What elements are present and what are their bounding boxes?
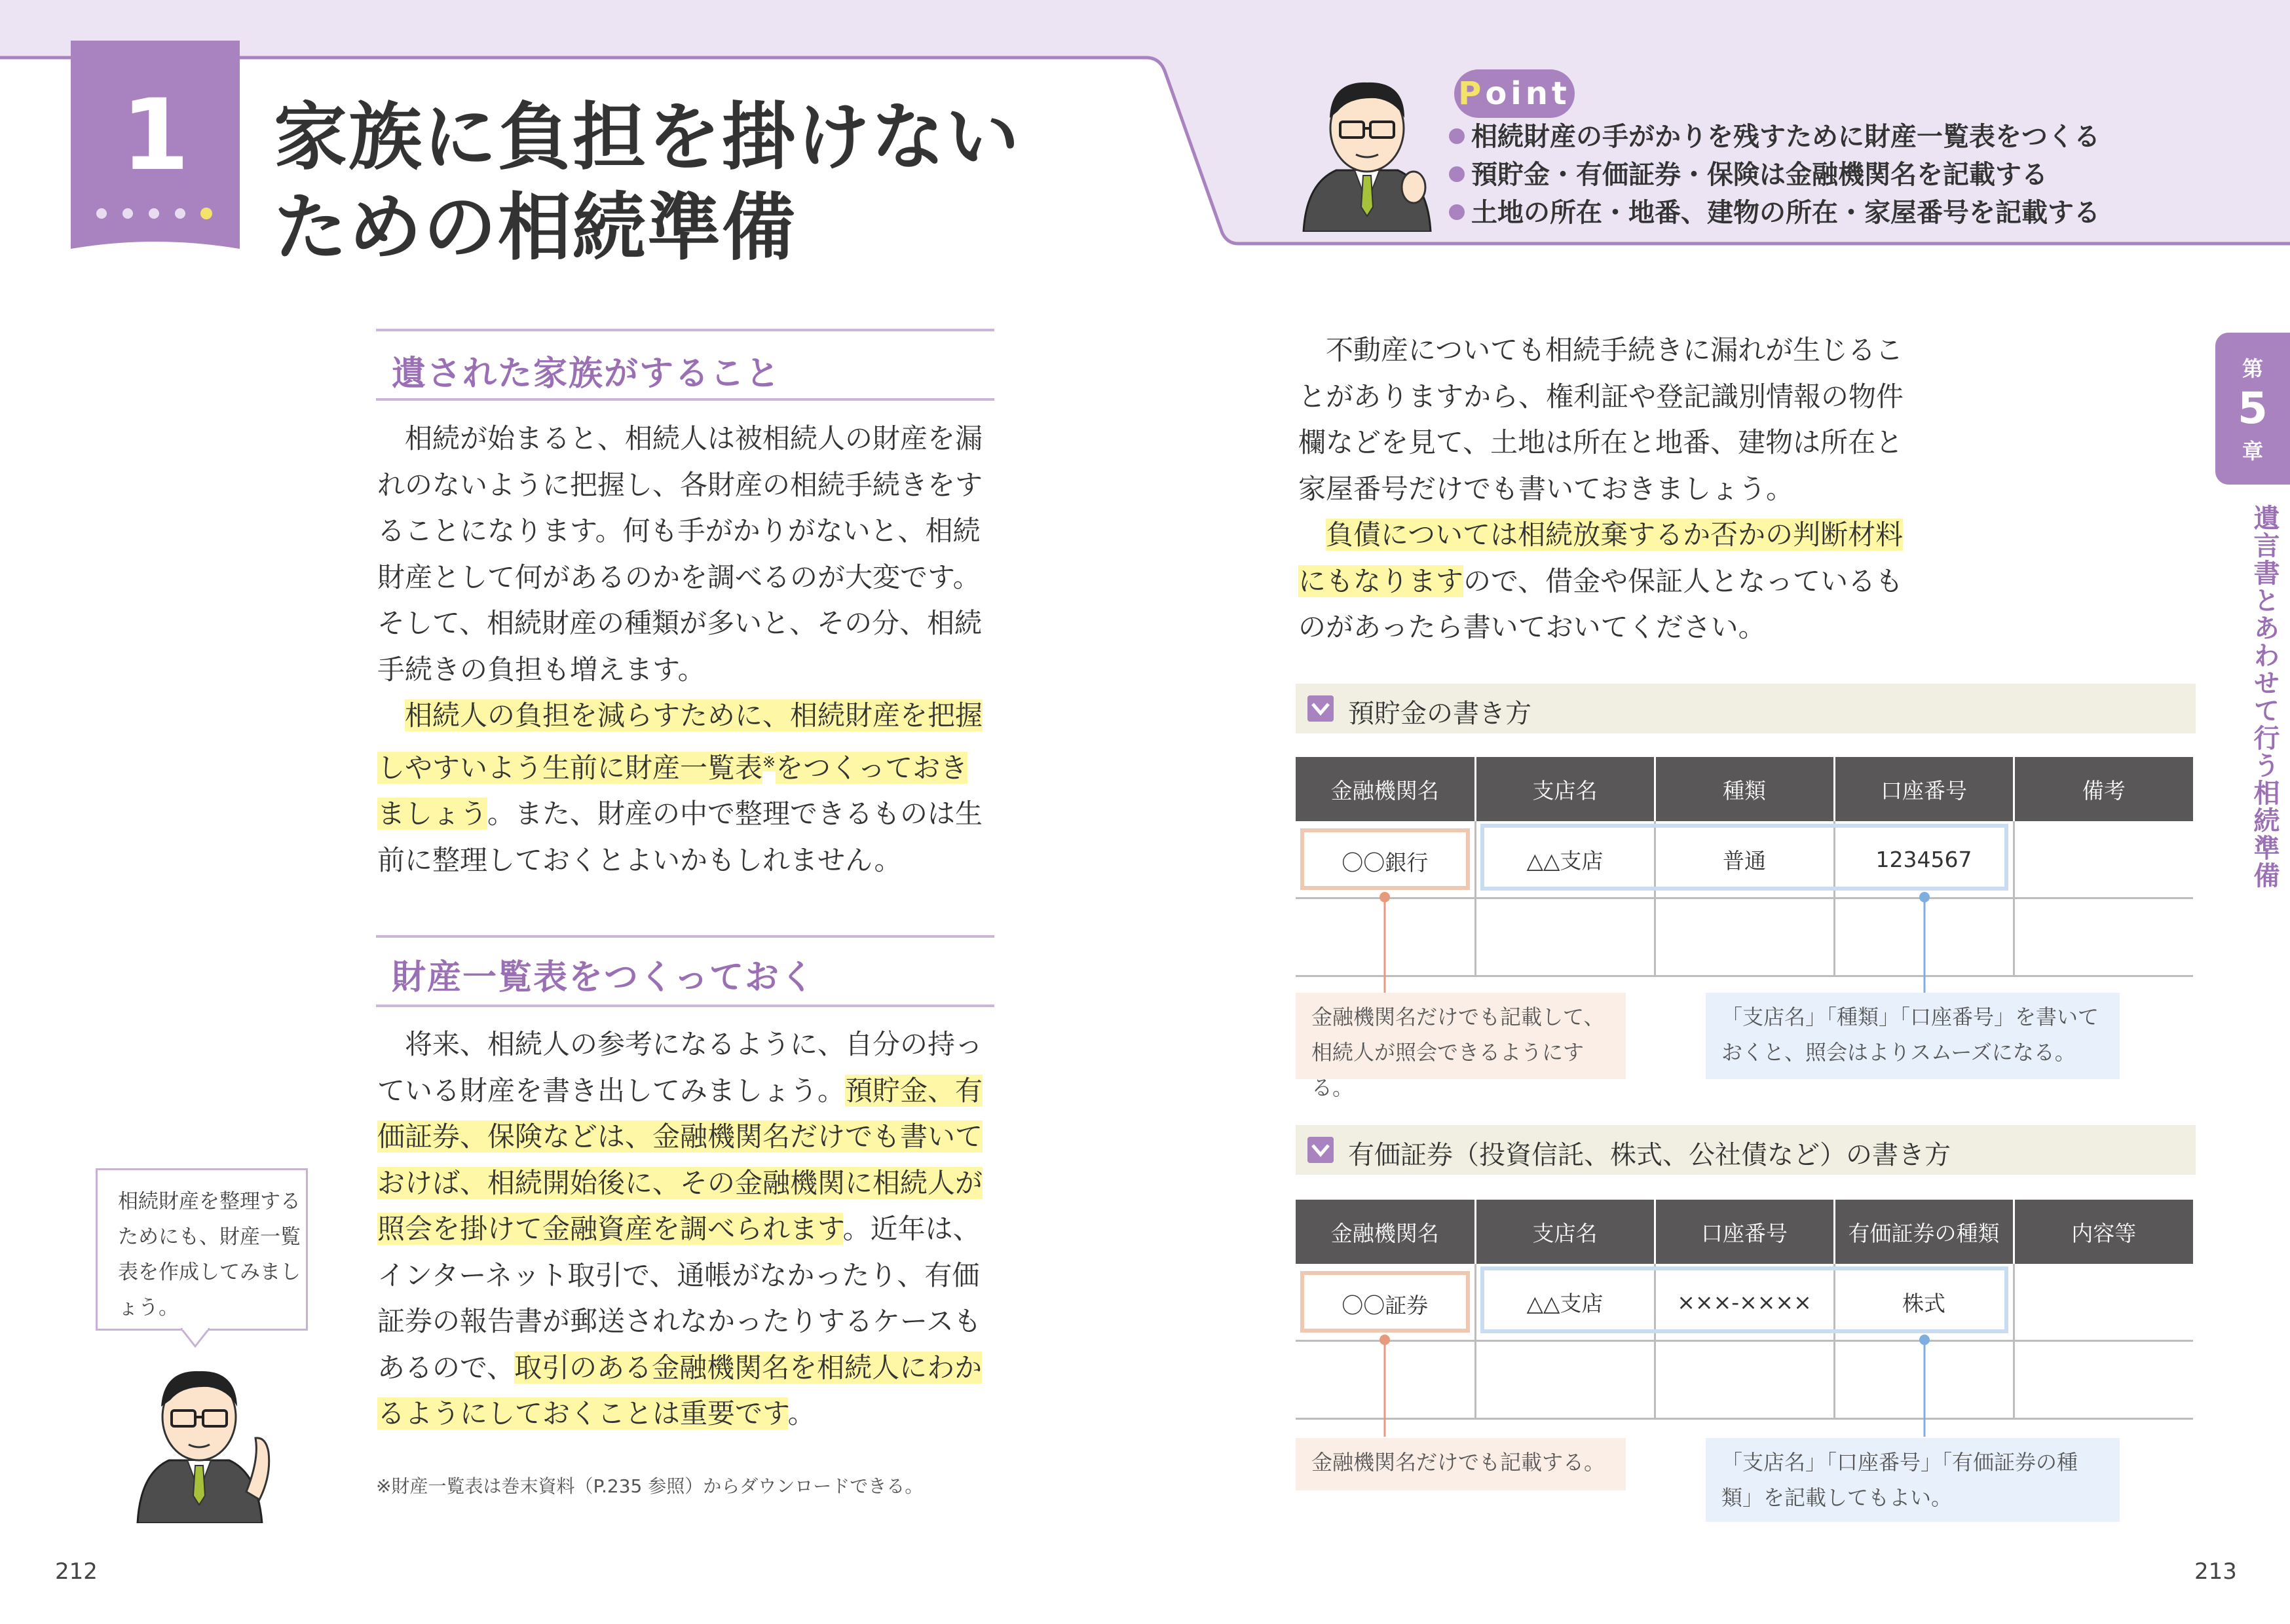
- column-header: 金融機関名: [1296, 1200, 1475, 1264]
- speech-bubble-text: 相続財産を整理するためにも、財産一覧表を作成してみましょう。: [118, 1190, 301, 1320]
- paragraph-text: 将来、相続人の参考になるように、自分の持っている財産を書き出してみましょう。: [377, 1028, 983, 1107]
- chapter-label-bottom: 章: [2242, 439, 2263, 464]
- column-header: 支店名: [1475, 757, 1655, 821]
- table-cell: 株式: [1834, 1264, 2014, 1341]
- column-header: 有価証券の種類: [1834, 1200, 2014, 1264]
- note-callout: 金融機関名だけでも記載して、相続人が照会できるようにする。: [1296, 993, 1626, 1079]
- paragraph-text: 。また、財産の中で整理できるものは生前に整理しておくとよいかもしれません。: [377, 798, 983, 876]
- paragraph-text: 。近年は、インターネット取引で、通帳がなかったり、有価証券の報告書が郵送されなかったりするケースもあるので、: [377, 1213, 981, 1384]
- subheading-text: 有価証券（投資信託、株式、公社債など）の書き方: [1348, 1140, 1951, 1170]
- note-callout: 「支店名」「種類」「口座番号」を書いておくと、照会はよりスムーズになる。: [1706, 993, 2120, 1079]
- section-rule: [376, 329, 994, 331]
- highlight-text: 負債については相続放棄するか否かの判断材料にもなります: [1298, 519, 1904, 597]
- point-item: 相続財産の手がかりを残すために財産一覧表をつくる: [1471, 118, 2100, 156]
- teacher-illustration-left: [131, 1361, 278, 1523]
- column-header: 内容等: [2014, 1200, 2193, 1264]
- table-cell: [1296, 821, 1475, 898]
- highlight-text: 預貯金、有価証券、保険などは、金融機関名だけでも書いておけば、相続開始後に、その金融機関に相続人が照会を掛けて金融資産を調べられます: [377, 1074, 983, 1245]
- paragraph-text: 相続が始まると、相続人は被相続人の財産を漏れのないように把握し、各財産の相続手続きをすることになります。何も手がかりがないと、相続財産として何があるのかを調べるのが大変です。そして、相続財産の種類が多いと、その分、相続手続きの負担も増えます。: [377, 422, 983, 686]
- teacher-illustration-header: [1297, 72, 1437, 232]
- table-cell: [2014, 898, 2193, 976]
- section-rule: [376, 1005, 994, 1007]
- column-header: 口座番号: [1655, 1200, 1834, 1264]
- checkbox-icon: [1307, 695, 1334, 722]
- paragraph-text: 不動産についても相続手続きに漏れが生じることがありますから、権利証や登記識別情報の物件欄などを見て、土地は所在と地番、建物は所在と家屋番号だけでも書いておきましょう。: [1298, 334, 1904, 505]
- body-paragraph: [377, 1022, 993, 1437]
- callout-connectors: [1376, 891, 2031, 995]
- chapter-label-number: 5: [2238, 383, 2268, 434]
- table-cell: △△支店: [1475, 1264, 1655, 1341]
- column-header: 種類: [1655, 757, 1834, 821]
- page-number-right: 213: [2194, 1559, 2237, 1585]
- body-paragraph: [1298, 327, 1914, 651]
- cell-institution: 〇〇銀行: [1300, 828, 1470, 890]
- section-heading: 遺された家族がすること: [392, 354, 781, 394]
- subheading-text: 預貯金の書き方: [1348, 699, 1531, 729]
- paragraph-highlighted: [1298, 512, 1914, 651]
- point-badge: Point: [1454, 69, 1575, 118]
- chapter-side-tab: [2215, 333, 2290, 485]
- table-cell: [2014, 1264, 2193, 1341]
- section-rule: [376, 935, 994, 938]
- cell-institution: 〇〇証券: [1300, 1271, 1470, 1333]
- speech-bubble-tail: [181, 1328, 210, 1348]
- highlight-text: 相続人の負担を減らすために、相続財産を把握しやすいよう生前に財産一覧表: [377, 699, 983, 784]
- table-cell: 普通: [1655, 821, 1834, 898]
- page-number-left: 212: [55, 1559, 98, 1585]
- column-header: 支店名: [1475, 1200, 1655, 1264]
- table-cell: [2014, 821, 2193, 898]
- column-header: 金融機関名: [1296, 757, 1475, 821]
- table-cell: ×××-××××: [1655, 1264, 1834, 1341]
- footnote-mark: ※: [762, 752, 776, 771]
- callout-connectors: [1376, 1333, 2031, 1438]
- body-paragraph: [377, 416, 993, 883]
- table-cell: [1296, 1264, 1475, 1341]
- paragraph-text: ので、借金や保証人となっているものがあったら書いておいてください。: [1298, 564, 1904, 643]
- page-title-line-1: 家族に負担を掛けない: [274, 95, 1021, 180]
- note-callout: 「支店名」「口座番号」「有価証券の種類」を記載してもよい。: [1706, 1438, 2120, 1522]
- chapter-label-top: 第: [2242, 356, 2263, 381]
- highlight-text: 取引のある金融機関名を相続人にわかるようにしておくことは重要です: [377, 1351, 983, 1430]
- paragraph-highlighted: [377, 693, 993, 883]
- table-cell: 1234567: [1834, 821, 2014, 898]
- checkbox-icon: [1307, 1137, 1334, 1163]
- section-heading: 財産一覧表をつくっておく: [392, 958, 816, 997]
- chapter-vertical-title: 遺言書とあわせて行う相続準備: [2249, 504, 2280, 889]
- chapter-number: 1: [121, 79, 190, 193]
- highlight-frame-blue: [1480, 1266, 2008, 1333]
- column-header: 備考: [2014, 757, 2193, 821]
- table-cell: [2014, 1341, 2193, 1419]
- page-title-line-2: ための相続準備: [274, 185, 797, 270]
- highlight-frame-blue: [1480, 824, 2008, 891]
- point-item: 土地の所在・地番、建物の所在・家屋番号を記載する: [1471, 194, 2100, 232]
- footnote: ※財産一覧表は巻末資料（P.235 参照）からダウンロードできる。: [376, 1475, 924, 1497]
- table-cell: △△支店: [1475, 821, 1655, 898]
- note-callout: 金融機関名だけでも記載する。: [1296, 1438, 1626, 1490]
- point-item: 預貯金・有価証券・保険は金融機関名を記載する: [1471, 156, 2048, 194]
- section-rule: [376, 398, 994, 401]
- paragraph-text: 。: [787, 1397, 816, 1430]
- column-header: 口座番号: [1834, 757, 2014, 821]
- highlight-text: をつくっておきましょう: [377, 751, 968, 830]
